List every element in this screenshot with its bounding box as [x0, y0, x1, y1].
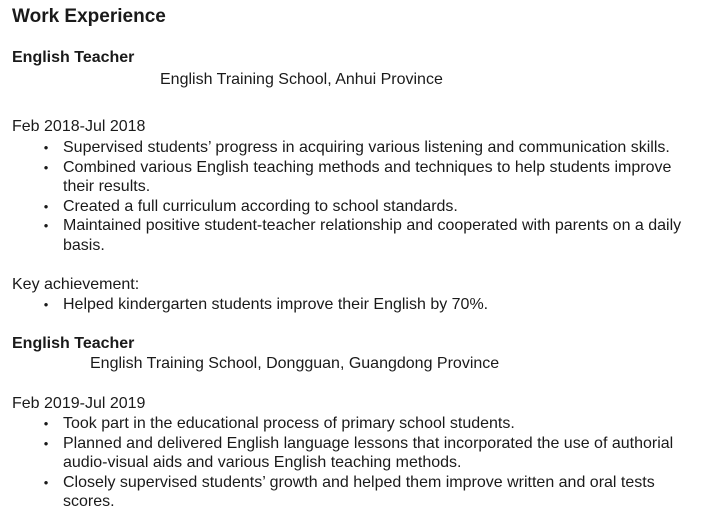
job-title: English Teacher	[12, 335, 135, 352]
employer: English Training School, Dongguan, Guangdong Province	[90, 355, 500, 372]
list-item	[40, 138, 690, 158]
job-title: English Teacher	[12, 49, 135, 66]
list-item	[40, 473, 690, 512]
duty-text: Planned and delivered English language lessons that incorporated the use of authorial audio-visual aids and various English teaching methods.	[63, 434, 674, 471]
job-dates: Feb 2018-Jul 2018	[12, 118, 146, 135]
list-item	[40, 158, 690, 197]
list-item	[40, 434, 690, 473]
achievement-text: Helped kindergarten students improve their English by 70%.	[63, 296, 489, 313]
duty-text: Maintained positive student-teacher relationship and cooperated with parents on a daily basis.	[63, 217, 682, 254]
bullet-icon: •	[43, 218, 49, 233]
bullet-icon: •	[43, 159, 49, 175]
duty-text: Took part in the educational process of primary school students.	[63, 415, 515, 432]
employer: English Training School, Anhui Province	[160, 71, 443, 88]
bullet-icon: •	[43, 416, 49, 431]
duty-text: Created a full curriculum according to school standards.	[63, 197, 458, 215]
duty-text: Closely supervised students’ growth and helped them improve written and oral tests scores.	[63, 473, 655, 510]
duty-text: Combined various English teaching methods and techniques to help students improve their results.	[63, 158, 672, 195]
bullet-icon: •	[43, 140, 49, 155]
duty-list	[40, 414, 690, 512]
list-item	[40, 414, 690, 434]
list-item	[40, 216, 690, 255]
key-achievement-label: Key achievement:	[12, 276, 140, 293]
duty-list	[40, 138, 690, 255]
bullet-icon: •	[43, 474, 49, 490]
bullet-icon: •	[43, 198, 49, 214]
achievement-list	[40, 295, 690, 315]
bullet-icon: •	[43, 435, 49, 451]
duty-text: Supervised students’ progress in acquiring various listening and communication skills.	[63, 139, 670, 156]
bullet-icon: •	[43, 297, 49, 312]
list-item	[40, 295, 690, 315]
job-dates: Feb 2019-Jul 2019	[12, 395, 146, 412]
section-title: Work Experience	[12, 6, 166, 27]
list-item	[40, 197, 690, 217]
